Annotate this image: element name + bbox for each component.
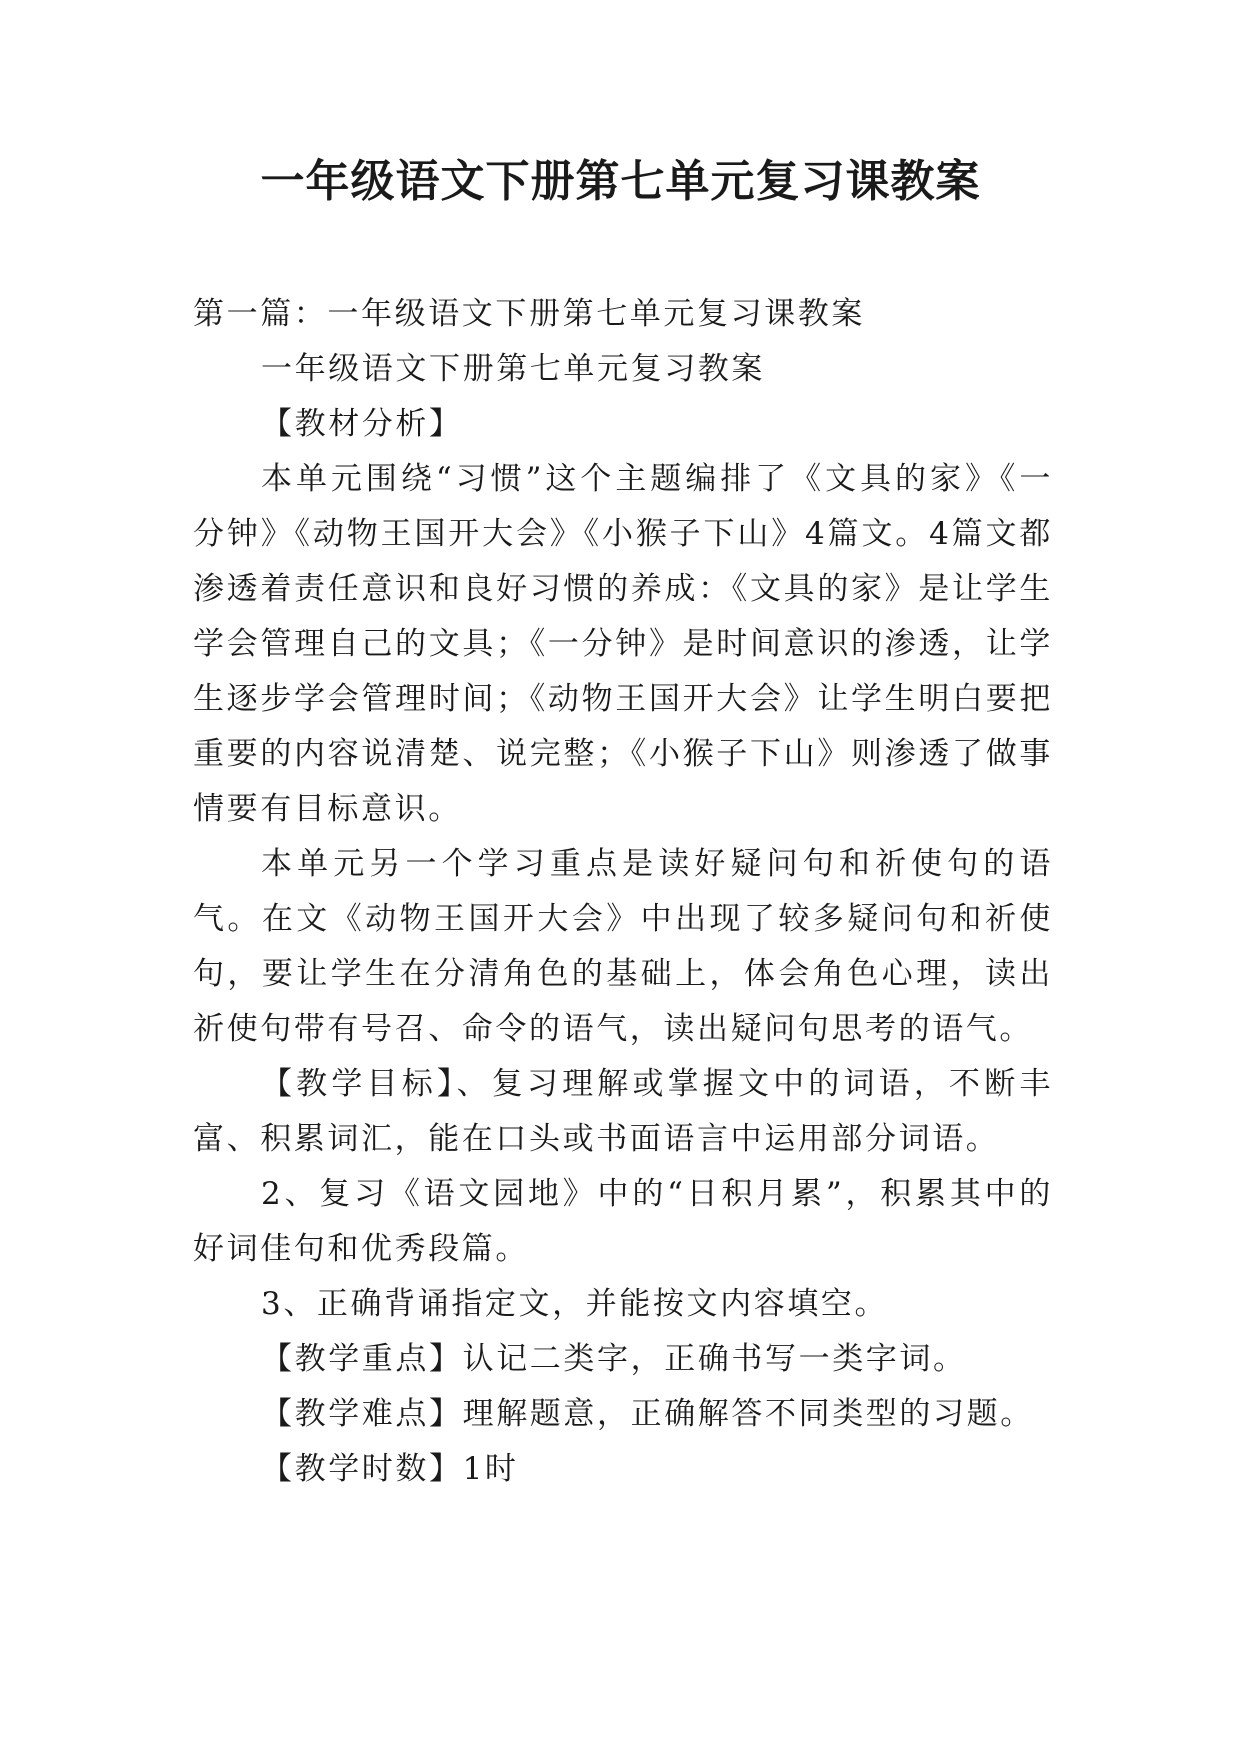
paragraph-analysis-2: 本单元另一个学习重点是读好疑问句和祈使句的语气。在文《动物王国开大会》中出现了较多疑问句和祈使句，要让学生在分清角色的基础上，体会角色心理，读出祈使句带有号召、命令的语气，读出疑问句思考的语气。 [193,846,1053,1047]
section-heading: 第一篇：一年级语文下册第七单元复习课教案 [193,296,865,332]
document-body [193,287,1053,1497]
paragraph-teaching-hours: 【教学时数】1时 [261,1451,519,1487]
paragraph-analysis-1: 本单元围绕“习惯”这个主题编排了《文具的家》《一分钟》《动物王国开大会》《小猴子下山》4篇文。4篇文都渗透着责任意识和良好习惯的养成：《文具的家》是让学生学会管理自己的文具；《一分钟》是时间意识的渗透，让学生逐步学会管理时间；《动物王国开大会》让学生明白要把重要的内容说清楚、说完整；《小猴子下山》则渗透了做事情要有目标意识。 [193,461,1053,827]
paragraph-difficulties: 【教学难点】理解题意，正确解答不同类型的习题。 [261,1396,1034,1432]
document-title: 一年级语文下册第七单元复习课教案 [260,156,981,207]
paragraph-teaching-goal-2: 2、复习《语文园地》中的“日积月累”，积累其中的好词佳句和优秀段篇。 [193,1176,1053,1267]
heading-textbook-analysis: 【教材分析】 [261,406,463,442]
lesson-subtitle: 一年级语文下册第七单元复习教案 [261,351,765,387]
paragraph-key-points: 【教学重点】认记二类字，正确书写一类字词。 [261,1341,967,1377]
paragraph-teaching-goal-3: 3、正确背诵指定文，并能按文内容填空。 [261,1286,889,1322]
paragraph-teaching-goal-1: 【教学目标】、复习理解或掌握文中的词语，不断丰富、积累词汇，能在口头或书面语言中运用部分词语。 [193,1066,1053,1157]
